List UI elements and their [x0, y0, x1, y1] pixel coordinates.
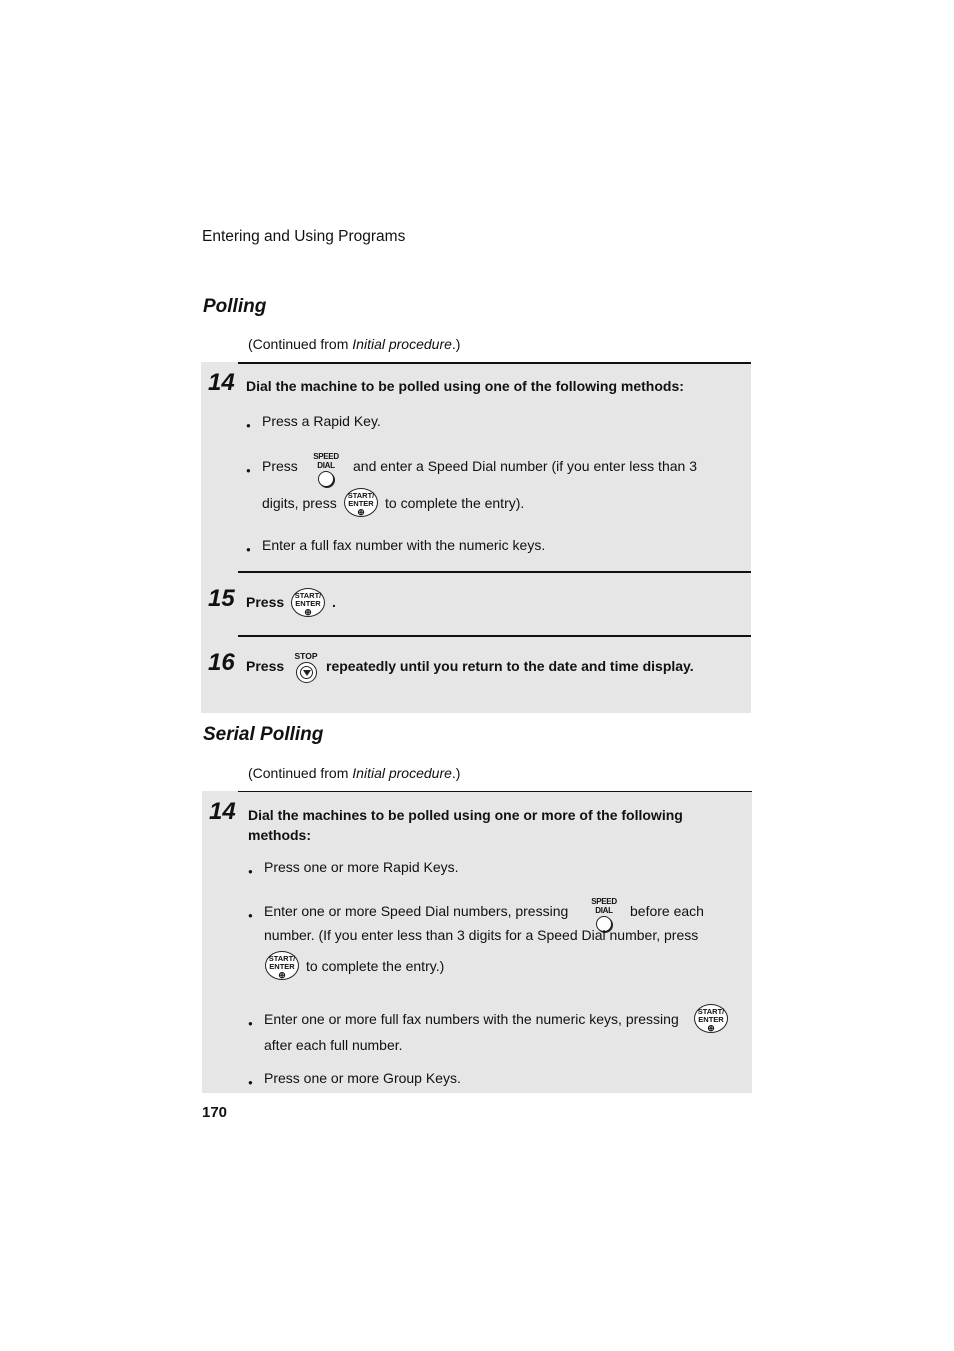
list-item-text: Enter one or more Speed Dial numbers, pressing	[264, 903, 569, 919]
list-item-continuation: number. (If you enter less than 3 digits for a Speed Dial number, press	[264, 927, 699, 943]
bullet-dot: ●	[248, 911, 253, 920]
step-number: 14	[209, 798, 236, 825]
list-item-continuation: to complete the entry.)	[306, 958, 445, 974]
step-text: Dial the machine to be polled using one of the following methods:	[246, 378, 684, 394]
key-label: ENTER	[348, 499, 374, 508]
step-number: 16	[208, 649, 235, 676]
list-item	[246, 456, 298, 476]
key-label: ENTER	[269, 962, 295, 971]
list-item-text: Press	[262, 458, 298, 474]
continued-link: Initial procedure	[352, 336, 452, 352]
start-enter-key-icon	[694, 1004, 728, 1033]
step-text: methods:	[248, 827, 311, 843]
list-item-text: Press one or more Group Keys.	[264, 1070, 461, 1086]
stop-button-icon	[296, 662, 317, 683]
step-text: Press	[246, 658, 285, 674]
speed-dial-key-icon	[584, 897, 624, 925]
list-item-continuation: to complete the entry).	[385, 495, 525, 511]
continued-suffix: .)	[451, 336, 461, 352]
list-item-continuation: digits, press	[262, 495, 337, 511]
list-item-text: Press one or more Rapid Keys.	[264, 859, 459, 875]
key-label: START/	[268, 954, 296, 963]
bullet-dot: ●	[246, 545, 251, 554]
step-text: Press	[246, 594, 285, 610]
bullet-dot: ●	[246, 466, 251, 475]
key-label: START/	[294, 591, 322, 600]
step-divider	[238, 571, 751, 573]
key-label: ENTER	[698, 1015, 724, 1024]
round-button-icon	[318, 471, 334, 487]
key-label: START/	[697, 1007, 725, 1016]
start-enter-key-icon	[265, 951, 299, 980]
speed-dial-key-icon	[306, 452, 346, 480]
continued-suffix: .)	[451, 765, 461, 781]
start-symbol-icon: ⊕	[304, 607, 312, 617]
step-text: repeatedly until you return to the date and time display.	[326, 658, 694, 674]
continued-note	[248, 336, 460, 352]
key-label: SPEED DIAL	[591, 897, 617, 915]
key-label: START/	[347, 491, 375, 500]
bullet-dot: ●	[248, 867, 253, 876]
start-symbol-icon: ⊕	[278, 970, 286, 980]
key-label: SPEED DIAL	[313, 452, 339, 470]
continued-prefix: (Continued from	[248, 765, 353, 781]
list-item-text: Enter one or more full fax numbers with the numeric keys, pressing	[264, 1011, 679, 1027]
continued-note	[248, 765, 460, 781]
start-enter-key-icon	[344, 488, 378, 517]
list-item-text: Press a Rapid Key.	[262, 413, 381, 429]
step-text: Dial the machines to be polled using one or more of the following	[248, 807, 683, 823]
key-label: STOP	[294, 651, 318, 661]
list-item-text: Enter a full fax number with the numeric keys.	[262, 537, 546, 553]
bullet-dot: ●	[248, 1019, 253, 1028]
list-item-continuation: before each	[630, 903, 704, 919]
section-title-serial-polling: Serial Polling	[203, 724, 324, 745]
step-number: 15	[208, 585, 235, 612]
step-text: .	[332, 594, 336, 610]
stop-triangle-icon	[303, 670, 311, 676]
step-divider	[238, 362, 751, 364]
step-divider	[238, 635, 751, 637]
step-divider	[238, 791, 752, 792]
continued-link: Initial procedure	[352, 765, 452, 781]
key-label: ENTER	[295, 599, 321, 608]
list-item	[246, 535, 546, 555]
list-item	[248, 857, 459, 877]
list-item	[248, 901, 569, 921]
step-number: 14	[208, 369, 235, 396]
start-symbol-icon: ⊕	[707, 1023, 715, 1033]
bullet-dot: ●	[246, 421, 251, 430]
start-symbol-icon: ⊕	[357, 507, 365, 517]
page-number: 170	[202, 1104, 228, 1121]
continued-prefix: (Continued from	[248, 336, 353, 352]
stop-key-icon	[292, 651, 320, 683]
list-item	[246, 411, 381, 431]
list-item	[248, 1009, 679, 1029]
start-enter-key-icon	[291, 588, 325, 617]
list-item-continuation: after each full number.	[264, 1037, 403, 1053]
section-title-polling: Polling	[203, 296, 267, 317]
bullet-dot: ●	[248, 1078, 253, 1087]
list-item	[248, 1068, 461, 1088]
list-item-continuation: and enter a Speed Dial number (if you enter less than 3	[353, 458, 697, 474]
running-header: Entering and Using Programs	[202, 228, 406, 245]
